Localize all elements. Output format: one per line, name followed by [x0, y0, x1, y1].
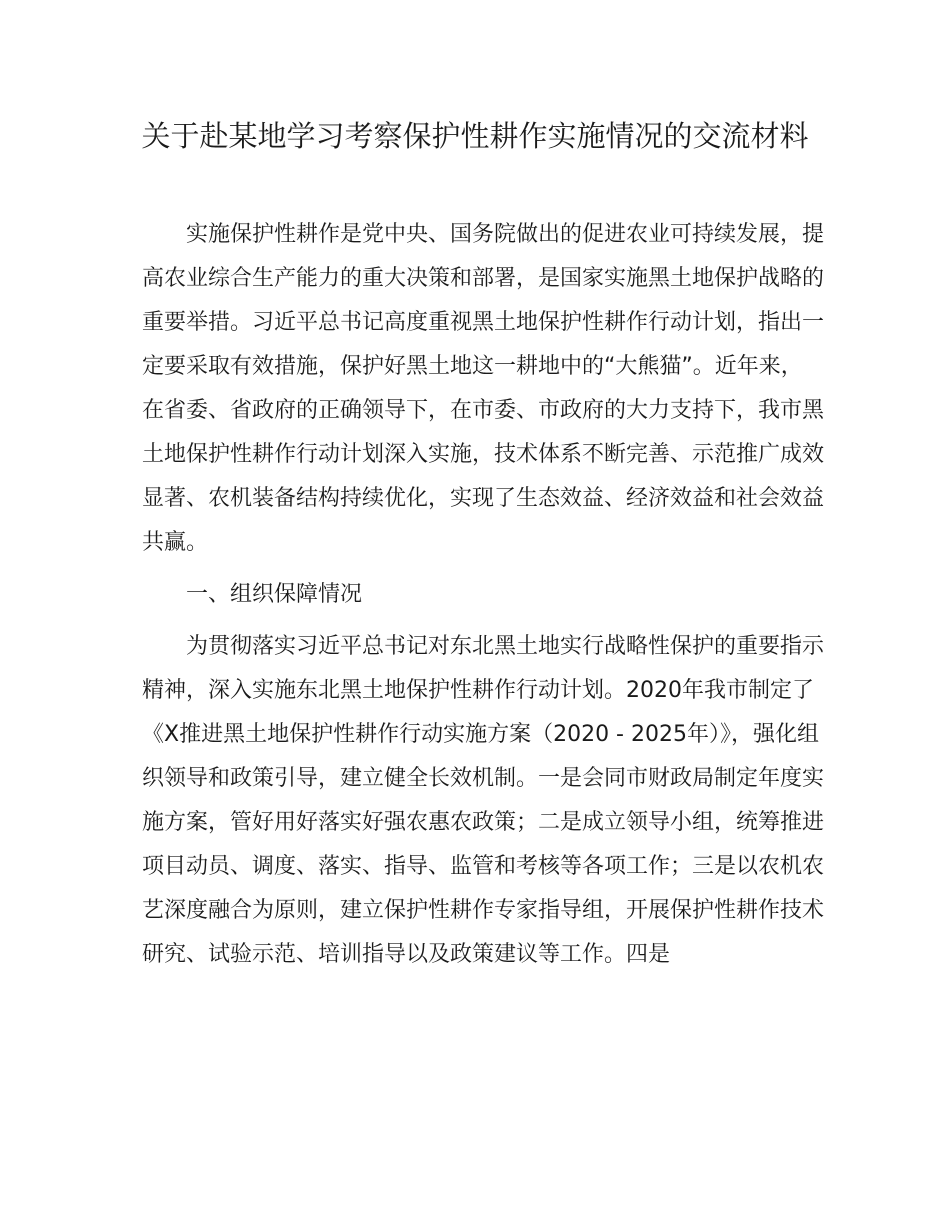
- intro-paragraph: 实施保护性耕作是党中央、国务院做出的促进农业可持续发展，提高农业综合生产能力的重大决策和部署，是国家实施黑土地保护战略的重要举措。习近平总书记高度重视黑土地保护性耕作行动计划，指出一定要采取有效措施，保护好黑土地这一耕地中的“大熊猫”。近年来，在省委、省政府的正确领导下，在市委、市政府的大力支持下，我市黑土地保护性耕作行动计划深入实施，技术体系不断完善、示范推广成效显著、农机装备结构持续优化，实现了生态效益、经济效益和社会效益共赢。: [142, 222, 825, 555]
- document-title: 关于赴某地学习考察保护性耕作实施情况的交流材料: [141, 119, 809, 153]
- section-paragraph: 为贯彻落实习近平总书记对东北黑土地实行战略性保护的重要指示精神，深入实施东北黑土地保护性耕作行动计划。2020年我市制定了《X推进黑土地保护性耕作行动实施方案（2020 - 2025年）》，强化组织领导和政策引导，建立健全长效机制。一是会同市财政局制定年度实施方案，管好用好落实好强农惠农政策；二是成立领导小组，统筹推进项目动员、调度、落实、指导、监管和考核等各项工作；三是以农机农艺深度融合为原则，建立保护性耕作专家指导组，开展保护性耕作技术研究、试验示范、培训指导以及政策建议等工作。四是: [142, 634, 825, 967]
- section-heading: 一、组织保障情况: [186, 582, 363, 607]
- document-body: [142, 213, 824, 977]
